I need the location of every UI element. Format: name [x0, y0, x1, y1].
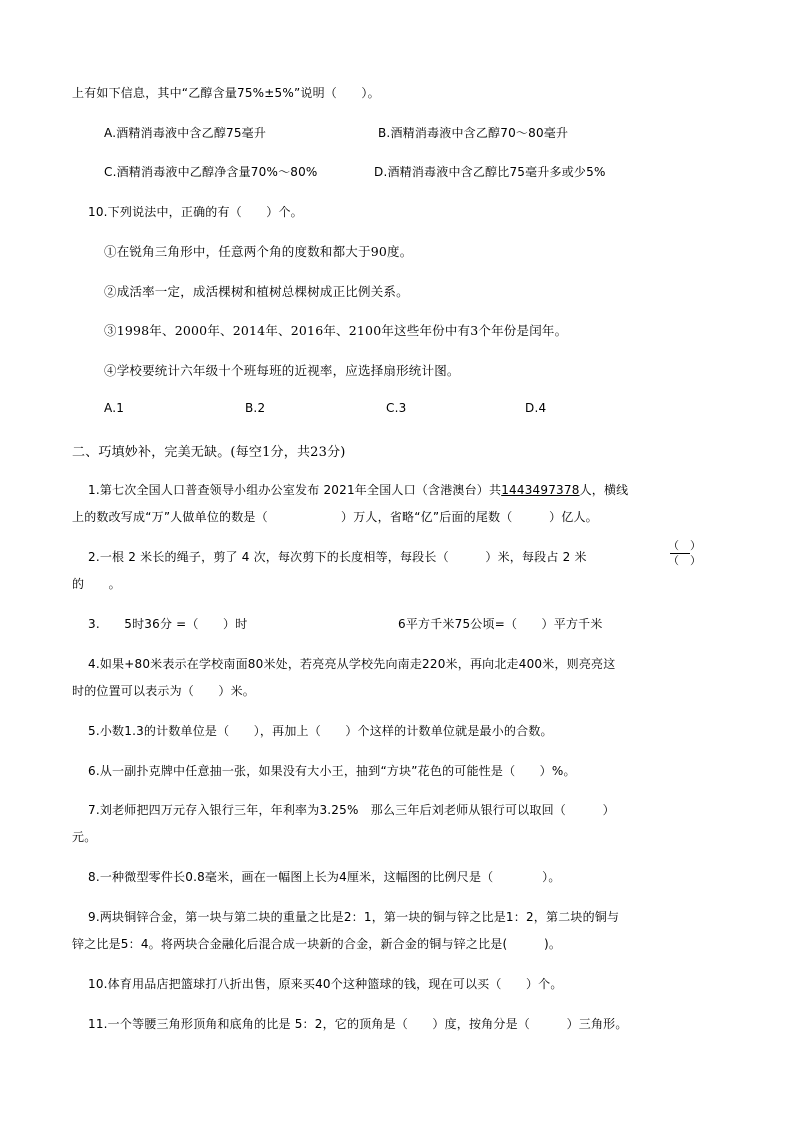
fill-q5: 5.小数1.3的计数单位是（ ），再加上（ ）个这样的计数单位就是最小的合数。 — [88, 724, 553, 738]
fill-q2-line1: 2.一根 2 米长的绳子，剪了 4 次，每次剪下的长度相等，每段长（ ）米，每段占 2 米 — [88, 550, 587, 564]
q9-option-d: D.酒精消毒液中含乙醇比75毫升多或少5% — [374, 165, 606, 179]
q10-option-c: C.3 — [386, 401, 407, 415]
fill-q7-line2: 元。 — [72, 830, 97, 844]
fill-q8: 8.一种微型零件长0.8毫米，画在一幅图上长为4厘米，这幅图的比例尺是（ ）。 — [88, 870, 561, 884]
fill-q9-line1: 9.两块铜锌合金，第一块与第二块的重量之比是2：1，第一块的铜与锌之比是1：2，第二块的铜与 — [88, 910, 620, 924]
fill-q1-underlined-number: 1443497378 — [501, 483, 580, 497]
fill-q1-line1 — [88, 481, 628, 498]
q9-option-c: C.酒精消毒液中乙醇净含量70%～80% — [104, 165, 318, 179]
fill-q10: 10.体育用品店把篮球打八折出售，原来买40个这种篮球的钱，现在可以买（ ）个。 — [88, 977, 563, 991]
q10-statement-2: ②成活率一定，成活棵树和植树总棵树成正比例关系。 — [104, 284, 409, 299]
q10-option-d: D.4 — [525, 401, 547, 415]
fill-q4-line1: 4.如果+80米表示在学校南面80米处，若亮亮从学校先向南走220米，再向北走400米，则亮亮这 — [88, 657, 616, 671]
fill-q9-line2: 锌之比是5：4。将两块合金融化后混合成一块新的合金，新合金的铜与锌之比是( )。 — [72, 937, 562, 951]
fill-q6: 6.从一副扑克牌中任意抽一张，如果没有大小王，抽到“方块”花色的可能性是（ ）%。 — [88, 764, 576, 778]
q10-stem: 10.下列说法中，正确的有（ ）个。 — [88, 205, 303, 219]
q10-option-a: A.1 — [104, 401, 125, 415]
fraction-denominator: （ ） — [668, 554, 701, 567]
q9-tail-text: 上有如下信息，其中“乙醇含量75%±5%”说明（ ）。 — [72, 86, 380, 100]
fill-q11: 11.一个等腰三角形顶角和底角的比是 5：2，它的顶角是（ ）度，按角分是（ ）三角形。 — [88, 1017, 628, 1031]
fill-q1-text-a: 1.第七次全国人口普查领导小组办公室发布 2021年全国人口（含港澳台）共 — [88, 483, 502, 497]
fill-q3-part-b: 6平方千米75公顷=（ ）平方千米 — [398, 617, 603, 631]
fraction-numerator: （ ） — [668, 539, 701, 552]
q10-statement-3: ③1998年、2000年、2014年、2016年、2100年这些年份中有3个年份是闰年。 — [104, 323, 568, 338]
section-2-title: 二、巧填妙补，完美无缺。(每空1分，共23分) — [72, 445, 346, 460]
fraction-blank — [668, 539, 701, 567]
q9-option-b: B.酒精消毒液中含乙醇70～80毫升 — [378, 126, 569, 140]
fill-q1-line2: 上的数改写成“万”人做单位的数是（ ）万人，省略“亿”后面的尾数（ ）亿人。 — [72, 510, 598, 524]
fill-q7-line1: 7.刘老师把四万元存入银行三年，年利率为3.25% 那么三年后刘老师从银行可以取回（ ） — [88, 803, 615, 817]
q10-statement-4: ④学校要统计六年级十个班每班的近视率，应选择扇形统计图。 — [104, 363, 460, 378]
q10-option-b: B.2 — [245, 401, 266, 415]
fill-q2-line2: 的 。 — [72, 577, 121, 591]
fill-q1-text-b: 人，横线 — [579, 483, 629, 497]
fill-q4-line2: 时的位置可以表示为（ ）米。 — [72, 684, 256, 698]
q9-option-a: A.酒精消毒液中含乙醇75毫升 — [104, 126, 267, 140]
q10-statement-1: ①在锐角三角形中，任意两个角的度数和都大于90度。 — [104, 244, 413, 259]
fill-q3-part-a: 3. 5时36分 =（ ）时 — [88, 617, 248, 631]
